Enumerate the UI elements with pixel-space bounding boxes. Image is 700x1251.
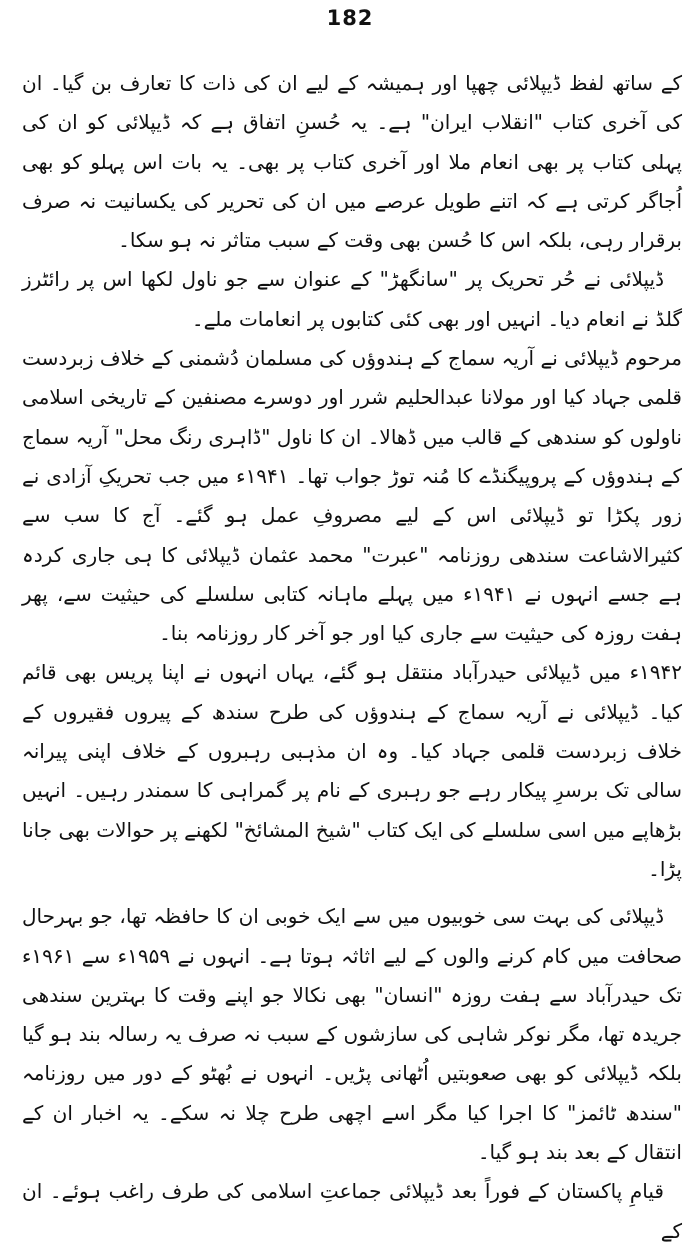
page-number: 182 <box>326 6 374 30</box>
paragraph-5: ڈیپلائی کی بہت سی خوبیوں میں سے ایک خوبی ان کا حافظہ تھا، جو بہرحال صحافت میں کام کرنے والوں کے لیے اثاثہ ہوتا ہے۔ انہوں نے ۱۹۵۹ء سے ۱۹۶۱ء تک حیدرآباد سے ہفت روزہ "انسان" بھی نکالا جو اپنے وقت کا بہترین سندھی جریدہ تھا، مگر نوکر شاہی کی سازشوں کے سبب نہ صرف یہ رسالہ بند ہو گیا بلکہ ڈیپلائی کو بھی صعوبتیں اُٹھانی پڑیں۔ انہوں نے بُھٹو کے دور میں روزنامہ "سندھ ٹائمز" کا اجرا کیا مگر اسے اچھی طرح چلا نہ سکے۔ یہ اخبار ان کے انتقال کے بعد بند ہو گیا۔ <box>22 904 682 1165</box>
page-body-text <box>22 64 682 1251</box>
paragraph-4: ۱۹۴۲ء میں ڈیپلائی حیدرآباد منتقل ہو گئے، یہاں انہوں نے اپنا پریس بھی قائم کیا۔ ڈیپلائی نے آریہ سماج کے ہندوؤں کی طرح سندھ کے پیروں فقیروں کے خلاف زبردست قلمی جہاد کیا۔ وہ ان مذہبی رہبروں کے خلاف اپنی پیرانہ سالی تک برسرِ پیکار رہے جو رہبری کے نام پر گمراہی کا سمندر رہیں۔ انہیں بڑھاپے میں اسی سلسلے کی ایک کتاب "شیخ المشائخ" لکھنے پر حوالات بھی جانا پڑا۔ <box>22 660 682 881</box>
paragraph-2: ڈیپلائی نے حُر تحریک پر "سانگھڑ" کے عنوان سے جو ناول لکھا اس پر رائٹرز گلڈ نے انعام دیا۔ انہیں اور بھی کئی کتابوں پر انعامات ملے۔ <box>22 267 682 331</box>
paragraph-6: قیامِ پاکستان کے فوراً بعد ڈیپلائی جماعتِ اسلامی کی طرف راغب ہوئے۔ ان کے <box>22 1179 682 1243</box>
paragraph-1: کے ساتھ لفظ ڈیپلائی چھپا اور ہمیشہ کے لیے ان کی ذات کا تعارف بن گیا۔ ان کی آخری کتاب "انقلاب ایران" ہے۔ یہ حُسنِ اتفاق ہے کہ ڈیپلائی کو ان کی پہلی کتاب پر بھی انعام ملا اور آخری کتاب پر بھی۔ یہ بات اس پہلو کو بھی اُجاگر کرتی ہے کہ اتنے طویل عرصے میں ان کی تحریر کی یکسانیت نہ صرف برقرار رہی، بلکہ اس کا حُسن بھی وقت کے سبب متاثر نہ ہو سکا۔ <box>22 71 682 253</box>
paragraph-3: مرحوم ڈیپلائی نے آریہ سماج کے ہندوؤں کی مسلمان دُشمنی کے خلاف زبردست قلمی جہاد کیا اور مولانا عبدالحلیم شرر اور دوسرے مصنفین کے تاریخی اسلامی ناولوں کو سندھی کے قالب میں ڈھالا۔ ان کا ناول "ڈاہری رنگ محل" آریہ سماج کے ہندوؤں کے پروپیگنڈے کا مُنہ توڑ جواب تھا۔ ۱۹۴۱ء میں جب تحریکِ آزادی نے زور پکڑا تو ڈیپلائی اس کے لیے مصروفِ عمل ہو گئے۔ آج کا سب سے کثیرالاشاعت سندھی روزنامہ "عبرت" محمد عثمان ڈیپلائی کا ہی جاری کردہ ہے جسے انہوں نے ۱۹۴۱ء میں پہلے ماہانہ کتابی سلسلے کی حیثیت سے، پھر ہفت روزہ کی حیثیت سے جاری کیا اور جو آخر کار روزنامہ بنا۔ <box>22 346 682 646</box>
